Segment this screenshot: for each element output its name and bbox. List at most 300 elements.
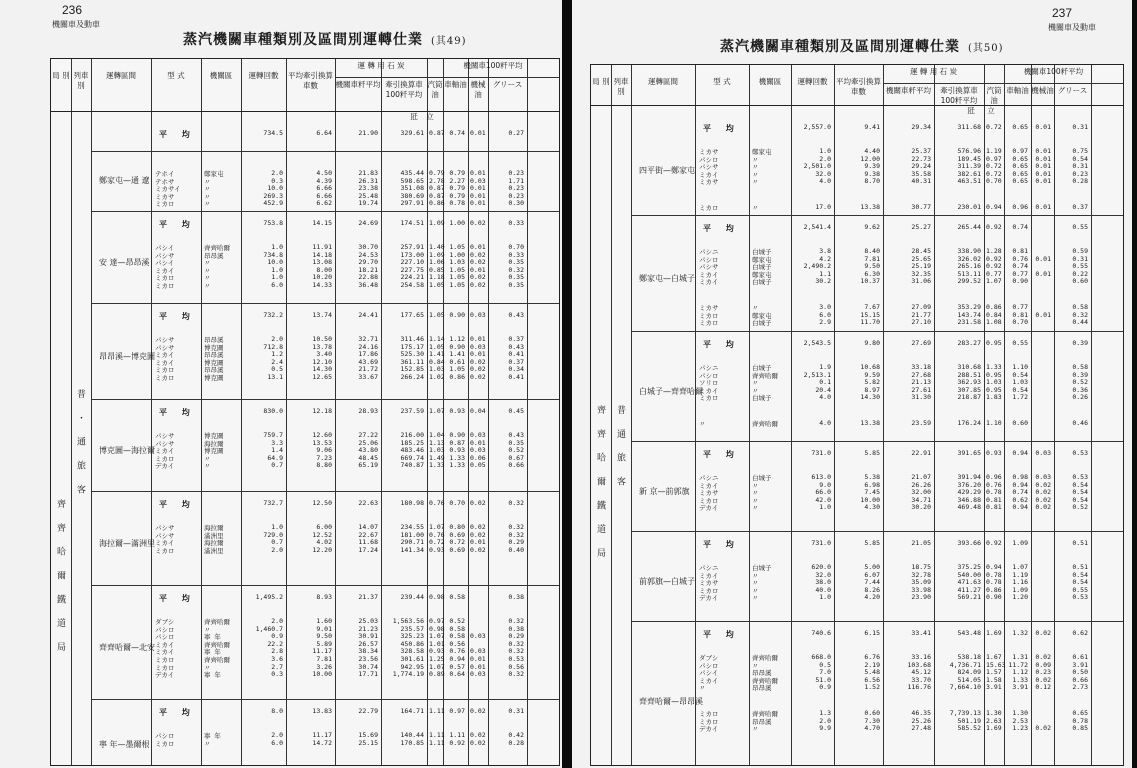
row-value: 42.0 [815,495,831,504]
row-value: 14.07 [358,523,378,531]
row-value: 13.53 [312,438,332,447]
row-value: 0.55 [1072,585,1088,594]
row-value: 613.0 [811,473,831,481]
row-value: 0.32 [1072,310,1088,319]
row-value: 11.17 [312,731,332,739]
row-value: 15.15 [860,310,880,319]
row-value: 0.09 [1035,660,1051,669]
right-page [572,0,1132,768]
row-value: 0.35 [508,281,524,289]
row-value: 0.86 [986,303,1002,311]
row-value: 0.01 [1035,177,1051,186]
row-value: 175.17 [400,342,424,351]
row-value: 382.61 [957,169,981,178]
row-value: 1.0 [271,265,283,274]
average-value: 0.55 [1072,223,1088,231]
row-value: 103.68 [907,660,931,669]
section-name: 寧 年—墨爾根 [99,740,150,749]
average-value: 731.0 [811,449,831,457]
row-value: 0.43 [508,342,524,351]
row-value: 1.52 [864,683,880,692]
average-value: 237.59 [400,407,424,415]
row-value: 513.11 [957,269,981,278]
row-value: 18.21 [358,265,378,274]
section-name: 海拉爾—滿洲里 [99,539,155,548]
row-value: 1.03 [429,365,445,374]
row-value: 0.52 [508,446,524,455]
row-value: 3.40 [316,350,332,359]
row-value: 7.0 [819,668,831,677]
row-value: 5.00 [864,563,880,571]
row-value: 0.01 [1035,154,1051,163]
average-value: 9.62 [864,223,880,231]
row-value: 143.74 [957,310,981,319]
average-value: 1.05 [429,311,445,319]
row-value: 0.78 [986,488,1002,497]
row-value: 0.52 [449,617,465,625]
row-value: 1.57 [986,668,1002,677]
row-value: 6.62 [316,199,332,208]
row-value: 1.2 [271,350,283,359]
row-value: 0.65 [1012,162,1028,171]
row-depot: 博克圖 [204,447,224,456]
row-value: 141.34 [400,545,424,554]
row-value: 0.53 [1072,473,1088,481]
row-value: 0.62 [1012,495,1028,504]
row-value: 1.3 [819,709,831,717]
row-value: 24.16 [358,342,378,351]
row-value: 0.98 [429,624,445,633]
row-value: 0.74 [1012,488,1028,497]
row-value: 353.29 [957,303,981,311]
table-block [591,441,1123,531]
row-type: ミカロ [155,454,175,463]
table-block [591,621,1123,768]
row-depot: 海拉爾 [204,539,224,548]
row-value: 0.81 [986,503,1002,512]
row-value: 310.68 [957,363,981,371]
row-value: 0.76 [449,647,465,656]
row-value: 0.76 [1012,254,1028,263]
row-type: ダブシ [155,618,175,626]
row-type: ミカサ [699,178,719,187]
row-value: 0.53 [508,655,524,663]
row-value: 265.16 [957,262,981,271]
row-depot: 〃 [204,185,211,194]
average-value: 753.8 [263,219,283,227]
row-value: 1.58 [986,675,1002,684]
row-value: 227.10 [400,258,424,267]
average-label: 平 均 [703,540,740,549]
row-value: 351.08 [400,184,424,193]
row-value: 1.01 [429,639,445,648]
row-value: 0.96 [986,473,1002,481]
row-value: 0.72 [449,538,465,547]
row-type: ミカロ [699,717,719,726]
row-value: 0.70 [1012,318,1028,327]
row-depot: 白城子 [752,319,772,328]
average-value: 180.98 [400,499,424,507]
row-value: 0.01 [470,243,486,251]
row-value: 0.59 [1072,247,1088,255]
column-header: グリース [492,80,523,89]
row-value: 6.07 [864,570,880,579]
row-value: 13.78 [312,342,332,351]
row-depot: 昂昂溪 [204,336,224,344]
section-name: 齊齊哈爾—北安 [99,643,155,652]
row-value: 1.04 [429,431,445,439]
row-value: 4.0 [819,177,831,186]
row-value: 43.80 [358,446,378,455]
row-value: 0.01 [470,655,486,663]
row-value: 30.77 [911,203,931,211]
row-value: 35.09 [911,578,931,587]
row-type: パシサ [699,263,719,272]
table-block [51,151,559,211]
row-value: 32.78 [911,570,931,579]
row-depot: 鄭家屯 [752,311,772,320]
row-type: デカイ [699,504,719,513]
row-value: 0.79 [449,184,465,193]
average-value: 311.68 [957,123,981,131]
row-depot: 〃 [752,481,759,490]
average-label: 平 均 [159,500,196,509]
row-value: 0.5 [819,660,831,669]
row-value: 1.0 [271,273,283,282]
table-block [51,585,559,699]
average-value: 0.01 [1035,123,1051,131]
row-value: 1.16 [1012,578,1028,587]
row-value: 10.20 [312,273,332,282]
row-value: 30.70 [358,243,378,251]
row-value: 0.90 [449,342,465,351]
row-type: ミカイ [155,539,175,548]
row-value: 1.06 [429,258,445,267]
row-value: 1.0 [271,523,283,531]
row-value: 22.73 [911,154,931,163]
row-value: 4.02 [316,538,332,547]
row-value: 0.81 [986,495,1002,504]
column-group-header: 運 轉 用 石 炭 [909,67,958,76]
row-value: 0.92 [986,262,1002,271]
average-value: 732.2 [263,311,283,319]
row-value: 14.30 [312,365,332,374]
row-value: 325.23 [400,632,424,641]
row-type: ミカイ [699,270,719,279]
row-value: 0.81 [1012,247,1028,255]
row-value: 538.18 [957,653,981,661]
row-value: 0.53 [1072,593,1088,602]
row-type: パシロ [155,625,175,634]
row-value: 576.96 [957,147,981,155]
row-value: 0.35 [508,438,524,447]
row-value: 1.11 [429,731,445,739]
average-value: 6.64 [316,129,332,137]
row-value: 501.19 [957,716,981,725]
row-type: ミカサ [699,579,719,588]
title-text: 蒸汽機關車種類別及區間別運轉仕業 [720,39,960,55]
row-value: 620.0 [811,563,831,571]
row-depot: 〃 [204,454,211,463]
row-type: ミカロ [155,274,175,283]
row-value: 181.00 [400,530,424,539]
row-value: 1.28 [986,247,1002,255]
row-value: 0.22 [1072,269,1088,278]
row-value: 14.18 [312,250,332,259]
row-value: 0.86 [429,199,445,208]
row-value: 0.79 [449,169,465,177]
row-value: 13.38 [860,203,880,211]
section-name: 四平街—鄭家屯 [639,166,695,175]
row-value: 0.69 [449,530,465,539]
unit-label: 立 [426,112,434,121]
row-value: 585.52 [957,724,981,733]
row-value: 1.18 [429,273,445,282]
average-value: 543.48 [957,629,981,637]
row-type: ミカイ [699,278,719,287]
row-value: 0.23 [1035,668,1051,677]
row-value: 24.53 [358,250,378,259]
row-value: 2.78 [429,176,445,185]
row-type: パシサ [699,163,719,172]
row-depot: 〃 [204,282,211,290]
row-value: 0.72 [986,162,1002,171]
row-type: パシロ [155,732,175,740]
row-value: 216.00 [400,431,424,439]
average-value: 0.70 [449,499,465,507]
row-value: 290.71 [400,538,424,547]
average-label: 平 均 [159,130,196,139]
row-type: パシニ [699,364,719,372]
row-value: 30.74 [358,662,378,671]
average-value: 0.62 [1072,629,1088,637]
average-value: 9.80 [864,339,880,347]
row-value: 0.03 [1035,473,1051,481]
row-value: 1.0 [819,503,831,512]
row-type: 〃 [699,420,706,428]
column-header: 運轉區間 [106,71,136,80]
column-header: 牽引換算車100粁平均 [385,80,423,99]
table-block [591,531,1123,621]
row-depot: 寧 年 [204,671,221,680]
row-value: 0.79 [429,169,445,177]
row-value: 328.58 [400,647,424,656]
average-value: 5.85 [864,449,880,457]
average-value: 0.01 [470,129,486,137]
row-value: 30.2 [815,277,831,286]
row-value: 7.30 [864,716,880,725]
header-rule [591,105,1123,106]
row-value: 25.03 [358,617,378,625]
row-value: 8.70 [864,177,880,186]
row-value: 299.52 [957,277,981,286]
average-value: 329.61 [400,129,424,137]
row-value: 0.58 [1072,363,1088,371]
average-value: 21.37 [358,593,378,601]
row-value: 2.4 [271,357,283,366]
row-value: 33.18 [911,363,931,371]
row-value: 0.78 [1072,716,1088,725]
row-value: 0.02 [470,738,486,747]
row-type: ミカイ [155,351,175,360]
row-type: ミカイ [699,481,719,490]
average-value: 22.91 [911,449,931,457]
row-value: 36.48 [358,281,378,289]
row-depot: 〃 [752,204,759,212]
row-value: 1.11 [429,738,445,747]
row-value: 6.66 [316,191,332,200]
row-value: 4.0 [819,393,831,402]
row-value: 2.73 [1072,683,1088,692]
row-value: 0.98 [1012,473,1028,481]
row-value: 8.00 [316,265,332,274]
row-value: 19.74 [358,199,378,208]
row-depot: 〃 [752,661,759,670]
row-value: 0.9 [271,632,283,641]
column-header: 運轉回數 [797,77,828,86]
row-value: 4.70 [864,724,880,733]
row-value: 22.88 [358,273,378,282]
row-type: パシニ [699,564,719,572]
row-value: 1.13 [429,438,445,447]
row-value: 21.77 [911,310,931,319]
average-value: 0.02 [470,707,486,715]
row-value: 0.75 [1072,147,1088,155]
page-number: 237 [1052,6,1073,20]
row-type: ミカロ [699,496,719,505]
row-value: 0.01 [1035,254,1051,263]
row-value: 0.78 [986,570,1002,579]
row-value: 6.0 [271,738,283,747]
column-header: 運轉區間 [648,77,678,86]
row-value: 0.57 [449,662,465,671]
row-type: パシロ [699,661,719,670]
column-header: 車軸油 [444,80,467,89]
row-depot: 博克圖 [204,432,224,440]
row-depot: 齊齊哈爾 [204,618,230,626]
row-value: 1.40 [429,243,445,251]
row-depot: 海拉爾 [204,439,224,448]
row-value: 33.16 [911,653,931,661]
row-value: 1.30 [986,709,1002,717]
average-value: 0.43 [508,311,524,319]
row-value: 0.01 [1035,310,1051,319]
row-value: 0.23 [508,191,524,200]
average-value: 0.58 [449,593,465,601]
page-title [183,29,467,49]
column-header: 列車 別 [73,71,89,90]
average-value: 29.34 [911,123,931,131]
row-value: 0.54 [1072,578,1088,587]
row-value: 25.06 [358,438,378,447]
row-value: 297.91 [400,199,424,208]
row-value: 22.67 [358,530,378,539]
section-name: 前郭旗—白城子 [639,577,695,586]
row-value: 0.32 [508,670,524,679]
section-name: 安 達—昂昂溪 [99,258,150,267]
row-value: 0.02 [470,365,486,374]
row-value: 0.61 [449,357,465,366]
row-value: 33.70 [911,675,931,684]
row-depot: 海拉爾 [204,524,224,532]
row-value: 0.37 [508,335,524,343]
average-value: 0.72 [986,123,1002,131]
row-type: デカイ [699,594,719,603]
row-value: 0.54 [1072,480,1088,489]
row-value: 0.03 [470,670,486,679]
row-value: 0.01 [470,662,486,671]
row-value: 598.65 [400,176,424,185]
row-value: 4.2 [819,254,831,263]
row-value: 0.85 [429,265,445,274]
row-value: 0.02 [1035,495,1051,504]
column-header: 局 別 [52,71,70,80]
row-depot: 〃 [204,259,211,268]
row-value: 1.23 [1012,724,1028,733]
row-value: 4.50 [316,169,332,177]
running-header: 機關車及動車 [1048,23,1096,32]
row-value: 0.66 [508,461,524,470]
unit-label: 瓩 [410,112,418,121]
row-value: 29.24 [911,162,931,171]
row-value: 0.60 [1072,277,1088,286]
row-value: 0.12 [1035,683,1051,692]
row-value: 0.02 [470,258,486,267]
average-value: 1.09 [1012,539,1028,547]
row-value: 0.29 [508,538,524,547]
row-value: 1.1 [819,269,831,278]
row-value: 26.26 [911,480,931,489]
data-table [590,64,1124,766]
block-rule [91,399,559,400]
row-value: 5.48 [864,668,880,677]
average-value: 22.79 [358,707,378,715]
row-value: 712.8 [263,342,283,351]
row-value: 6.76 [864,653,880,661]
row-value: 338.90 [957,247,981,255]
row-depot: 〃 [204,200,211,209]
row-value: 1.05 [449,281,465,289]
row-value: 0.26 [1072,393,1088,402]
row-depot: 昂昂溪 [204,351,224,360]
block-rule [631,441,1123,442]
row-value: 65.19 [358,461,378,470]
row-value: 51.0 [815,675,831,684]
row-depot: 〃 [204,192,211,201]
row-value: 17.24 [358,545,378,554]
average-value: 0.92 [986,539,1002,547]
row-value: 1.07 [429,523,445,531]
average-value: 8.93 [316,593,332,601]
row-value: 1.09 [1012,585,1028,594]
row-value: 15.63 [986,660,1006,669]
row-value: 1.33 [449,453,465,462]
row-value: 34.71 [911,495,931,504]
row-value: 38.34 [358,647,378,656]
row-value: 30.20 [911,503,931,512]
row-value: 0.78 [449,199,465,208]
row-type: ミカロ [155,366,175,375]
section-name: 白城子—齊齊哈爾 [639,387,703,396]
row-depot: 〃 [752,594,759,603]
row-value: 569.21 [957,593,981,602]
column-header: 汽筒油 [427,80,443,99]
average-value: 12.18 [312,407,332,415]
row-type: ミカイ [699,571,719,580]
row-value: 3.0 [819,303,831,311]
row-depot: 白城子 [752,248,772,256]
row-value: 0.38 [508,624,524,633]
